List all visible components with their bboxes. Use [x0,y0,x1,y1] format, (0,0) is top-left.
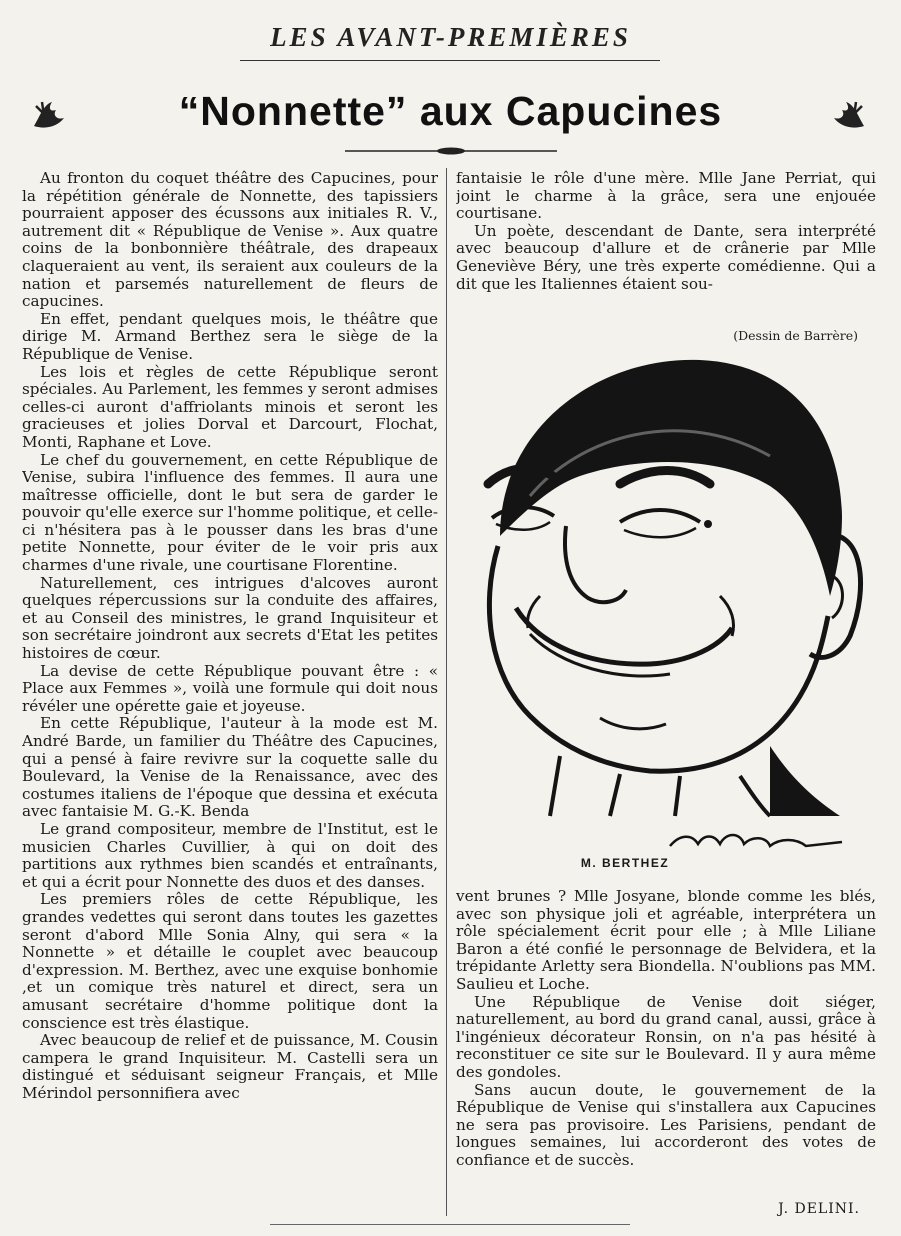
paragraph: fantaisie le rôle d'une mère. Mlle Jane Perriat, qui joint le charme à la grâce, sera une enjouée courtisane. [456,170,876,223]
bottom-rule [270,1224,630,1225]
caricature-drawing [470,346,870,858]
paragraph: Sans aucun doute, le gouvernement de la République de Venise qui s'installera aux Capucines ne sera pas provisoire. Les Parisiens, pendant de longues semaines, lui accorderont des votes de confiance et de succès. [456,1080,876,1169]
drawing-caption: M. BERTHEZ [580,856,670,870]
headline-ornament-rule [345,146,557,156]
paragraph: Le chef du gouvernement, en cette République de Venise, subira l'influence des femmes. Il aura une maîtresse officielle, dont le but sera de garder le pouvoir qu'elle exerce sur l'homme politique, et celle-ci n'hésitera pas à le pousser dans les bras d'une petite Nonnette, pour éviter de le voir pris aux charmes d'une rivale, une courtisane Florentine. [22,450,438,575]
paragraph: Le grand compositeur, membre de l'Institut, est le musicien Charles Cuvillier, à qui on doit des partitions aux rythmes bien scandés et entraînants, et qui a écrit pour Nonnette des duos et des danses. [22,819,438,891]
paragraph: Avec beaucoup de relief et de puissance, M. Cousin campera le grand Inquisiteur. M. Castelli sera un distingué et séduisant seigneur Français, et Mlle Mérindol personnifiera avec [22,1031,438,1102]
article-column-left [22,170,438,1210]
article-column-right-bottom [456,888,876,1220]
drawing-credit: (Dessin de Barrère) [733,328,858,343]
paragraph: Au fronton du coquet théâtre des Capucines, pour la répétition générale de Nonnette, des tapissiers pourraient apposer des écussons aux initiales R. V., autrement dit « République de Venise ». Aux quatre coins de la bonbonnière théâtrale, des drapeaux claqueraient au vent, ils seraient aux couleurs de la nation et parsemés naturellement de fleurs de capucines. [22,170,438,311]
article-column-right-top [456,170,876,310]
paragraph: La devise de cette République pouvant être : « Place aux Femmes », voilà une formule qui doit nous révéler une opérette gaie et joyeuse. [22,661,438,715]
paragraph: Les lois et règles de cette République seront spéciales. Au Parlement, les femmes y seront admises celles-ci auront d'affriolants minois et seront les gracieuses et jolies Dorval et Darcourt, Flochat, Monti, Raphane et Love. [22,362,438,451]
fleuron-right-icon [830,96,868,134]
author-signature: J. DELINI. [778,1201,860,1217]
paragraph: Une République de Venise doit siéger, naturellement, au bord du grand canal, aussi, grâce à l'ingénieux décorateur Ronsin, on n'a pas hésité à reconstituer ce site sur le Boulevard. Il y aura même des gondoles. [456,992,876,1081]
headline: “Nonnette” aux Capucines [178,88,723,134]
paragraph: En cette République, l'auteur à la mode est M. André Barde, un familier du Théâtre des Capucines, qui a pensé à faire revivre sur la coquette salle du Boulevard, la Venise de la Renaissance, avec des costumes italiens de l'époque que dessina et exécuta avec fantaisie M. G.-K. Benda [22,714,438,821]
rubric-rule [240,60,660,61]
paragraph: Les premiers rôles de cette République, les grandes vedettes qui seront dans toutes les gazettes seront d'abord Mlle Sonia Alny, qui sera « la Nonnette » et détaille le couplet avec beaucoup d'expression. M. Berthez, avec une exquise bonhomie ,et un comique très naturel et direct, sera un amusant secrétaire d'homme politique dont la conscience est très élastique. [22,890,438,1032]
paragraph: vent brunes ? Mlle Josyane, blonde comme les blés, avec son physique joli et agréable, interprétera un rôle spécialement écrit pour elle ; à Mlle Liliane Baron a été confié le personnage de Belvidera, et la trépidante Arletty sera Biondella. N'oublions pas MM. Saulieu et Loche. [456,888,876,993]
column-divider [446,168,447,1216]
paragraph: Naturellement, ces intrigues d'alcoves auront quelques répercussions sur la conduite des affaires, et au Conseil des ministres, le grand Inquisiteur et son secrétaire joindront aux secrets d'Etat les petites histoires de cœur. [22,573,438,663]
section-rubric: LES AVANT-PREMIÈRES [270,22,631,52]
paragraph: En effet, pendant quelques mois, le théâtre que dirige M. Armand Berthez sera le siège de la République de Venise. [22,309,438,363]
paragraph: Un poète, descendant de Dante, sera interprété avec beaucoup d'allure et de crânerie par Mlle Geneviève Béry, une très experte comédienne. Qui a dit que les Italiennes étaient sou- [456,221,876,293]
